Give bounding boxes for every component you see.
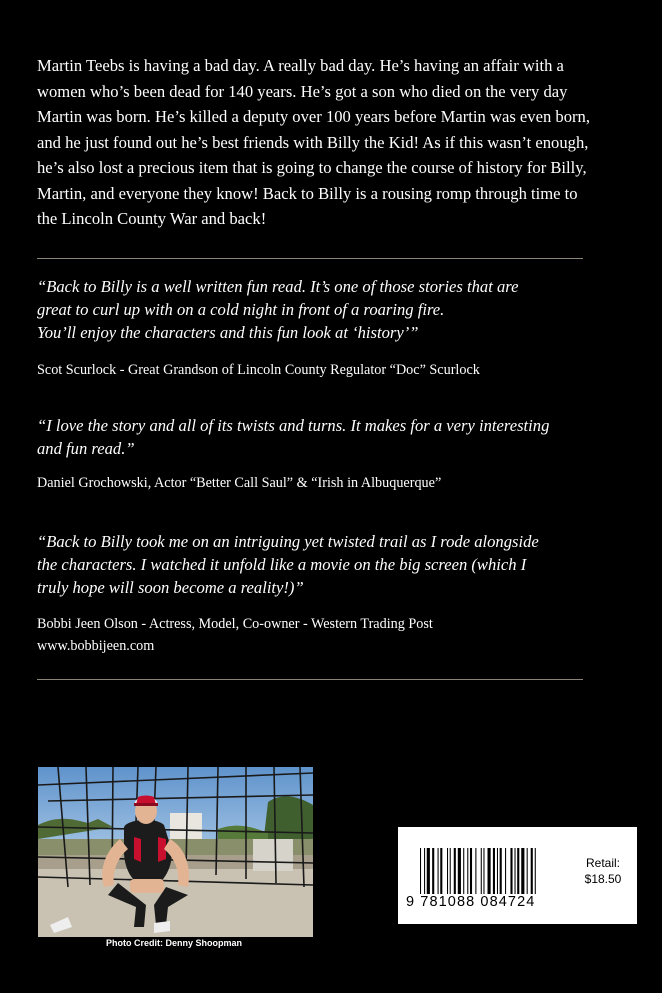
- review-attribution: Daniel Grochowski, Actor “Better Call Saul” & “Irish in Albuquerque”: [37, 475, 442, 491]
- blurb-line: he’s also lost a precious item that is going to change the course of history for Billy,: [37, 158, 587, 177]
- barcode-bar: [424, 848, 425, 894]
- barcode-bar: [463, 848, 464, 894]
- blurb-line: women who’s been dead for 140 years. He’s got a son who died on the very day: [37, 81, 568, 101]
- barcode-bar: [458, 848, 461, 894]
- divider-bottom: [37, 679, 583, 680]
- barcode-bar: [517, 848, 519, 894]
- author-photo: [38, 767, 313, 937]
- price-value: $18.50: [584, 872, 622, 886]
- review-attribution: Scot Scurlock - Great Grandson of Lincoln County Regulator “Doc” Scurlock: [37, 362, 480, 378]
- quote-line: “Back to Billy took me on an intriguing yet twisted trail as I rode alongside: [37, 532, 539, 551]
- barcode-bars: [420, 848, 570, 894]
- website-link[interactable]: www.bobbijeen.com: [37, 638, 155, 654]
- barcode-bar: [527, 848, 528, 894]
- isbn-number: 9 781088 084724: [406, 894, 536, 910]
- review-attribution: [37, 613, 597, 657]
- barcode-bar: [483, 848, 484, 894]
- barcode-bar: [535, 848, 536, 894]
- barcode-bar: [432, 848, 434, 894]
- barcode-bar: [510, 848, 512, 894]
- divider-top: [37, 258, 583, 259]
- barcode-bar: [454, 848, 456, 894]
- barcode-bar: [438, 848, 439, 894]
- blurb-line: Martin, and everyone they know! Back to Billy is a rousing romp through time to: [37, 183, 578, 203]
- barcode-bar: [447, 848, 448, 894]
- review-quote: [37, 275, 597, 344]
- barcode-bar: [493, 848, 495, 894]
- photo-credit: Photo Credit: Denny Shoopman: [106, 938, 242, 948]
- blurb: [37, 53, 637, 232]
- retail-price: [582, 855, 624, 887]
- barcode-bar: [515, 848, 516, 894]
- quote-line: truly hope will soon become a reality!)”: [37, 578, 304, 597]
- barcode-bar: [420, 848, 421, 894]
- quote-line: the characters. I watched it unfold like a movie on the big screen (which I: [37, 555, 527, 574]
- blurb-line: Martin was born. He’s killed a deputy over 100 years before Martin was even born,: [37, 107, 590, 126]
- barcode-bar: [450, 848, 451, 894]
- author-photo-illustration: [38, 767, 313, 937]
- retail-label: Retail:: [585, 856, 620, 870]
- barcode-bar: [521, 848, 524, 894]
- barcode-panel: [398, 827, 637, 924]
- barcode-bar: [531, 848, 533, 894]
- blurb-line: and he just found out he’s best friends with Billy the Kid! As if this wasn’t enough,: [37, 132, 589, 152]
- barcode-bar: [500, 848, 502, 894]
- barcode-bar: [475, 848, 476, 894]
- barcode-bar: [467, 848, 468, 894]
- review-quote: [37, 414, 597, 460]
- blurb-line: Martin Teebs is having a bad day. A really bad day. He’s having an affair with a: [37, 56, 564, 75]
- barcode-bar: [505, 848, 506, 894]
- barcode-bar: [427, 848, 430, 894]
- quote-line: great to curl up with on a cold night in front of a roaring fire.: [37, 300, 445, 319]
- quote-line: and fun read.”: [37, 439, 135, 458]
- quote-line: “I love the story and all of its twists and turns. It makes for a very interesting: [37, 416, 550, 435]
- quote-line: “Back to Billy is a well written fun read. It’s one of those stories that are: [37, 277, 519, 296]
- attribution-line: Bobbi Jeen Olson - Actress, Model, Co-owner - Western Trading Post: [37, 616, 433, 632]
- quote-line: You’ll enjoy the characters and this fun look at ‘history’”: [37, 323, 419, 342]
- barcode-bar: [488, 848, 491, 894]
- barcode-bar: [497, 848, 498, 894]
- review-quote: [37, 530, 597, 599]
- blurb-line: the Lincoln County War and back!: [37, 209, 267, 228]
- barcode-bar: [470, 848, 472, 894]
- barcode-bar: [440, 848, 442, 894]
- barcode-bar: [481, 848, 482, 894]
